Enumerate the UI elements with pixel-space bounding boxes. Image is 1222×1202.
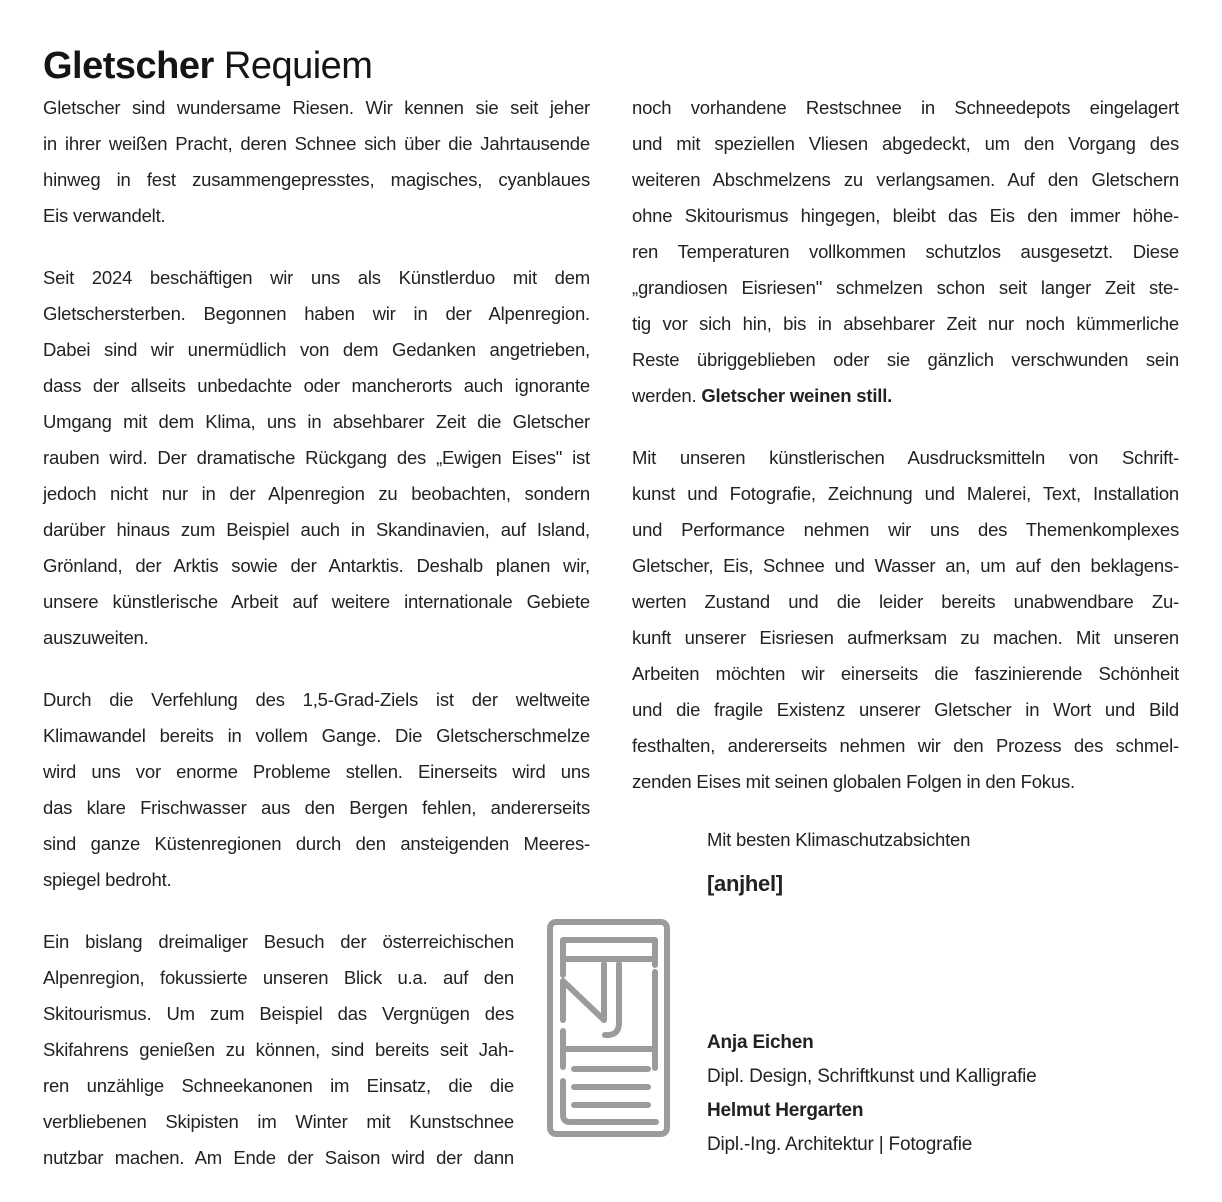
text-line: unsere künstlerische Arbeit auf weitere internationale Gebiete [43, 591, 590, 612]
text-line: verbliebenen Skipisten im Winter mit Kunstschnee [43, 1111, 514, 1132]
credit-name: Helmut Hergarten [707, 1100, 864, 1121]
text-line: zenden Eises mit seinen globalen Folgen in den Fokus. [632, 771, 1075, 792]
paragraph [43, 924, 514, 1176]
text-line: tig vor sich hin, bis in absehbarer Zeit nur noch kümmerliche [632, 313, 1179, 334]
page-title-sub: Requiem [223, 45, 373, 88]
text-line: in ihrer weißen Pracht, deren Schnee sich über die Jahrtausende [43, 133, 590, 154]
paragraph [632, 90, 1179, 414]
text-line: wird uns vor enorme Probleme stellen. Einerseits wird uns [43, 761, 590, 782]
text-line: ren unzählige Schneekanonen im Einsatz, die die [43, 1075, 514, 1096]
text-line: Eis verwandelt. [43, 205, 166, 226]
paragraph [43, 682, 590, 898]
anjhel-monogram-logo [547, 919, 670, 1137]
page-title-main: Gletscher [43, 45, 214, 88]
text-line: nutzbar machen. Am Ende der Saison wird der dann [43, 1147, 514, 1168]
text-line: Durch die Verfehlung des 1,5-Grad-Ziels ist der weltweite [43, 689, 590, 710]
text-line: Skitourismus. Um zum Beispiel das Vergnügen des [43, 1003, 514, 1024]
text-line: dass der allseits unbedachte oder mancherorts auch ignorante [43, 375, 590, 396]
text-line: Klimawandel bereits in vollem Gange. Die Gletscherschmelze [43, 725, 590, 746]
right-column [632, 90, 1179, 1202]
credits-block [707, 1026, 1179, 1162]
bold-text-segment: Gletscher weinen still. [701, 385, 893, 406]
text-line: Gletschersterben. Begonnen haben wir in der Alpenregion. [43, 303, 590, 324]
text-line: kunst und Fotografie, Zeichnung und Malerei, Text, Installation [632, 483, 1179, 504]
text-line: weiteren Abschmelzens zu verlangsamen. Auf den Gletschern [632, 169, 1179, 190]
text-line: Ein bislang dreimaliger Besuch der österreichischen [43, 931, 514, 952]
text-line: und Performance nehmen wir uns des Themenkomplexes [632, 519, 1179, 540]
text-line: und mit speziellen Vliesen abgedeckt, um den Vorgang des [632, 133, 1179, 154]
text-line: Seit 2024 beschäftigen wir uns als Künstlerduo mit dem [43, 267, 590, 288]
closing-salutation: Mit besten Klimaschutzabsichten [707, 829, 971, 850]
text-line: Gletscher, Eis, Schnee und Wasser an, um auf den beklagens- [632, 555, 1179, 576]
text-line: auszuweiten. [43, 627, 149, 648]
text-line: Reste übriggeblieben oder sie gänzlich verschwunden sein [632, 349, 1179, 370]
text-line: hinweg in fest zusammengepresstes, magisches, cyanblaues [43, 169, 590, 190]
credit-role: Dipl. Design, Schriftkunst und Kalligrafie [707, 1066, 1037, 1087]
text-line [632, 378, 1179, 414]
text-line: Alpenregion, fokussierte unseren Blick u.a. auf den [43, 967, 514, 988]
text-line: Arbeiten möchten wir einerseits die faszinierende Schönheit [632, 663, 1179, 684]
credit-name: Anja Eichen [707, 1032, 814, 1053]
left-column [43, 90, 590, 1202]
text-line: „grandiosen Eisriesen" schmelzen schon seit langer Zeit ste- [632, 277, 1179, 298]
credit-role: Dipl.-Ing. Architektur | Fotografie [707, 1134, 973, 1155]
text-line: ohne Skitourismus hingegen, bleibt das Eis den immer höhe- [632, 205, 1179, 226]
text-line: Gletscher sind wundersame Riesen. Wir kennen sie seit jeher [43, 97, 590, 118]
text-line: spiegel bedroht. [43, 869, 172, 890]
paragraph [632, 440, 1179, 800]
text-line: sind ganze Küstenregionen durch den ansteigenden Meeres- [43, 833, 590, 854]
text-line: jedoch nicht nur in der Alpenregion zu beobachten, sondern [43, 483, 590, 504]
text-line: festhalten, andererseits nehmen wir den Prozess des schmel- [632, 735, 1179, 756]
closing-block [707, 826, 1179, 898]
page-title [43, 45, 373, 88]
text-line: werten Zustand und die leider bereits unabwendbare Zu- [632, 591, 1179, 612]
text-line: Grönland, der Arktis sowie der Antarktis. Deshalb planen wir, [43, 555, 590, 576]
text-line: ren Temperaturen vollkommen schutzlos ausgesetzt. Diese [632, 241, 1179, 262]
monogram-icon [547, 919, 670, 1137]
text-line: das klare Frischwasser aus den Bergen fehlen, andererseits [43, 797, 590, 818]
paragraph [43, 260, 590, 656]
text-line: darüber hinaus zum Beispiel auch in Skandinavien, auf Island, [43, 519, 590, 540]
text-line: kunft unserer Eisriesen aufmerksam zu machen. Mit unseren [632, 627, 1179, 648]
text-line: noch vorhandene Restschnee in Schneedepots eingelagert [632, 97, 1179, 118]
text-segment: werden. [632, 385, 702, 406]
paragraph [43, 90, 590, 234]
text-line: und die fragile Existenz unserer Gletscher in Wort und Bild [632, 699, 1179, 720]
text-line: Umgang mit dem Klima, uns in absehbarer Zeit die Gletscher [43, 411, 590, 432]
artist-signature: [anjhel] [707, 871, 783, 896]
text-line: Dabei sind wir unermüdlich von dem Gedanken angetrieben, [43, 339, 590, 360]
text-line: Mit unseren künstlerischen Ausdrucksmitteln von Schrift- [632, 447, 1179, 468]
text-line: Skifahrens genießen zu können, sind bereits seit Jah- [43, 1039, 514, 1060]
text-line: rauben wird. Der dramatische Rückgang des „Ewigen Eises" ist [43, 447, 590, 468]
